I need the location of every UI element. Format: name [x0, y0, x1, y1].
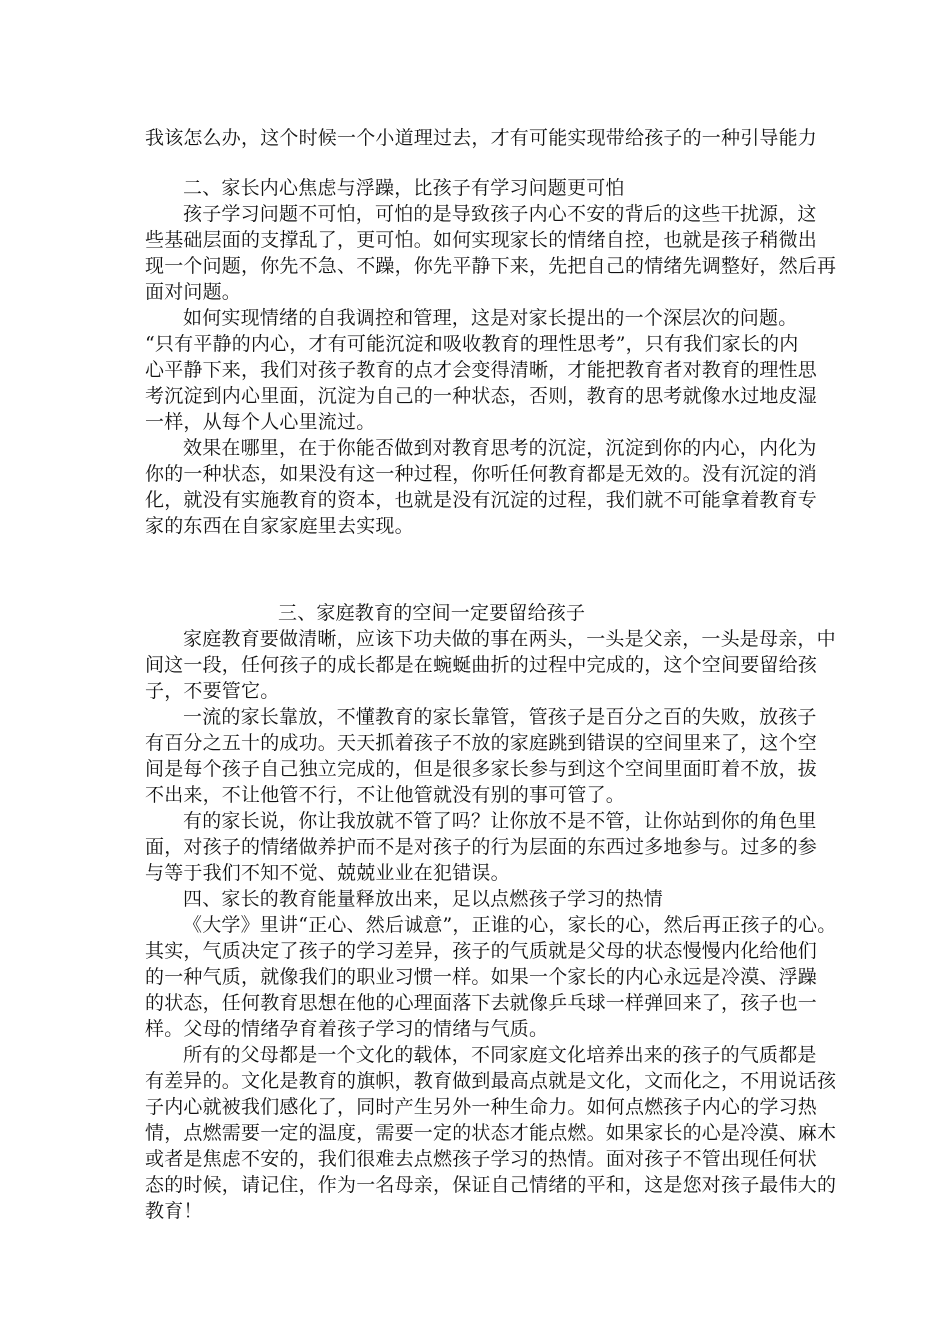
text-line: 考沉淀到内心里面，沉淀为自己的一种状态，否则，教育的思考就像水过地皮湿 [145, 385, 818, 407]
text-line: 情，点燃需要一定的温度，需要一定的状态才能点燃。如果家长的心是冷漠、麻木 [145, 1122, 837, 1144]
text-line: 态的时候，请记住，作为一名母亲，保证自己情绪的平和，这是您对孩子最伟大的 [145, 1174, 837, 1196]
text-line: 子内心就被我们感化了，同时产生另外一种生命力。如何点燃孩子内心的学习热 [145, 1096, 818, 1118]
text-line: 效果在哪里，在于你能否做到对教育思考的沉淀，沉淀到你的内心，内化为 [183, 437, 817, 459]
text-line: 家庭教育要做清晰，应该下功夫做的事在两头，一头是父亲，一头是母亲，中 [183, 628, 836, 650]
text-line: 间是每个孩子自己独立完成的，但是很多家长参与到这个空间里面盯着不放，拔 [145, 758, 818, 780]
text-line: 一样，从每个人心里流过。 [145, 411, 376, 433]
text-line: 所有的父母都是一个文化的载体，不同家庭文化培养出来的孩子的气质都是 [183, 1044, 817, 1066]
text-line: 有的家长说，你让我放就不管了吗？让你放不是不管，让你站到你的角色里 [183, 810, 817, 832]
text-line: 不出来，不让他管不行，不让他管就没有别的事可管了。 [145, 784, 626, 806]
text-line: 其实，气质决定了孩子的学习差异，孩子的气质就是父母的状态慢慢内化给他们 [145, 940, 818, 962]
section-heading-3: 三、家庭教育的空间一定要留给孩子 [278, 602, 586, 624]
section-heading-4: 四、家长的教育能量释放出来，足以点燃孩子学习的热情 [183, 888, 664, 910]
text-line: 我该怎么办，这个时候一个小道理过去，才有可能实现带给孩子的一种引导能力 [145, 127, 818, 149]
text-line: “只有平静的内心，才有可能沉淀和吸收教育的理性思考”，只有我们家长的内 [145, 333, 799, 355]
text-line: 心平静下来，我们对孩子教育的点才会变得清晰，才能把教育者对教育的理性思 [145, 359, 818, 381]
section-heading-2: 二、家长内心焦虑与浮躁，比孩子有学习问题更可怕 [183, 177, 625, 199]
text-line: 孩子学习问题不可怕，可怕的是导致孩子内心不安的背后的这些干扰源，这 [183, 203, 817, 225]
text-line: 现一个问题，你先不急、不躁，你先平静下来，先把自己的情绪先调整好，然后再 [145, 255, 837, 277]
text-line: 些基础层面的支撑乱了，更可怕。如何实现家长的情绪自控，也就是孩子稍微出 [145, 229, 818, 251]
text-line: 你的一种状态，如果没有这一种过程，你听任何教育都是无效的。没有沉淀的消 [145, 463, 818, 485]
text-line: 的一种气质，就像我们的职业习惯一样。如果一个家长的内心永远是冷漠、浮躁 [145, 966, 818, 988]
text-line: 面，对孩子的情绪做养护而不是对孩子的行为层面的东西过多地参与。过多的参 [145, 836, 818, 858]
text-line: 的状态，任何教育思想在他的心理面落下去就像乒乓球一样弹回来了，孩子也一 [145, 992, 818, 1014]
text-line: 间这一段，任何孩子的成长都是在蜿蜒曲折的过程中完成的，这个空间要留给孩 [145, 654, 818, 676]
text-line: 一流的家长靠放，不懂教育的家长靠管，管孩子是百分之百的失败，放孩子 [183, 706, 817, 728]
text-line: 与等于我们不知不觉、兢兢业业在犯错误。 [145, 862, 510, 884]
text-line: 有差异的。文化是教育的旗帜，教育做到最高点就是文化，文而化之，不用说话孩 [145, 1070, 837, 1092]
text-line: 子，不要管它。 [145, 680, 280, 702]
text-line: 有百分之五十的成功。天天抓着孩子不放的家庭跳到错误的空间里来了，这个空 [145, 732, 818, 754]
text-line: 家的东西在自家家庭里去实现。 [145, 515, 414, 537]
text-line: 样。父母的情绪孕育着孩子学习的情绪与气质。 [145, 1018, 549, 1040]
text-line: 教育！ [145, 1200, 203, 1222]
text-line: 化，就没有实施教育的资本，也就是没有沉淀的过程，我们就不可能拿着教育专 [145, 489, 818, 511]
text-line: 如何实现情绪的自我调控和管理，这是对家长提出的一个深层次的问题。 [183, 307, 798, 329]
text-line: 面对问题。 [145, 281, 242, 303]
text-line: 或者是焦虑不安的，我们很难去点燃孩子学习的热情。面对孩子不管出现任何状 [145, 1148, 818, 1170]
text-line: 《大学》里讲“正心、然后诚意”，正谁的心，家长的心，然后再正孩子的心。 [183, 914, 837, 936]
